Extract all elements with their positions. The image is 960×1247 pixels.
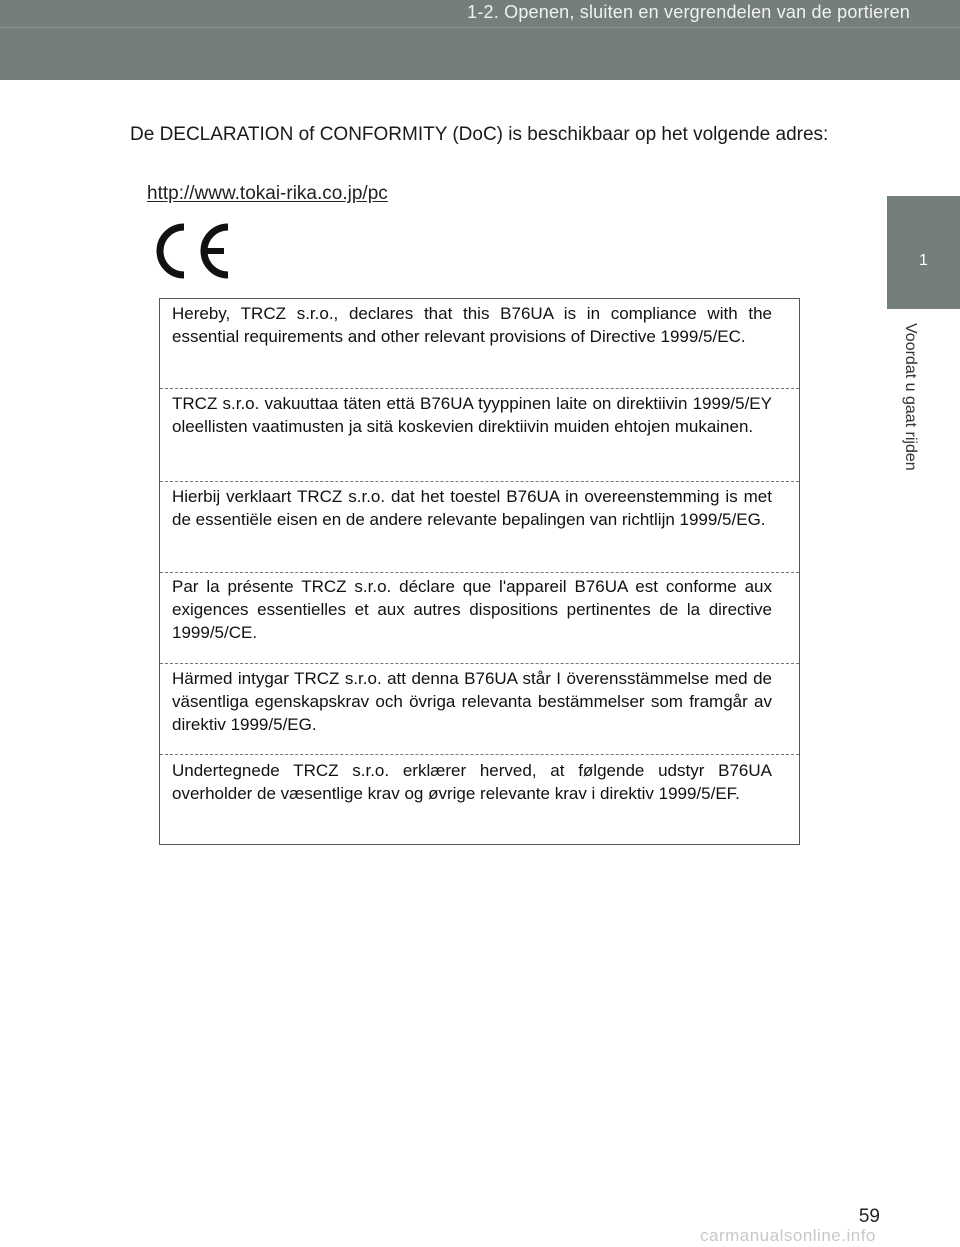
chapter-label: Voordat u gaat rijden <box>902 323 919 471</box>
declaration-dutch: Hierbij verklaart TRCZ s.r.o. dat het toestel B76UA in overeenstemming is met de essentiële eisen en de andere relevante bepalingen van richtlijn 1999/5/EG. <box>172 487 772 529</box>
declaration-danish: Undertegnede TRCZ s.r.o. erklærer herved, at følgende udstyr B76UA overholder de væsentlige krav og øvrige relevante krav i direktiv 1999/5/EF. <box>172 761 772 803</box>
section-divider <box>160 388 799 389</box>
chapter-tab[interactable] <box>887 196 960 309</box>
declaration-box <box>159 298 800 845</box>
watermark: carmanualsonline.info <box>700 1226 876 1245</box>
section-title: 1-2. Openen, sluiten en vergrendelen van de portieren <box>467 2 910 22</box>
page-header <box>0 0 960 80</box>
section-divider <box>160 754 799 755</box>
section-divider <box>160 481 799 482</box>
intro-text: De DECLARATION of CONFORMITY (DoC) is beschikbaar op het volgende adres: <box>130 124 829 145</box>
declaration-english: Hereby, TRCZ s.r.o., declares that this B76UA is in compliance with the essential requirements and other relevant provisions of Directive 1999/5/EC. <box>172 304 772 346</box>
page-number: 59 <box>858 1206 880 1227</box>
doc-link[interactable]: http://www.tokai-rika.co.jp/pc <box>147 183 388 204</box>
section-divider <box>160 663 799 664</box>
declaration-french: Par la présente TRCZ s.r.o. déclare que l'appareil B76UA est conforme aux exigences essentielles et aux autres dispositions pertinentes de la directive 1999/5/CE. <box>172 577 772 642</box>
declaration-finnish: TRCZ s.r.o. vakuuttaa täten että B76UA tyyppinen laite on direktiivin 1999/5/EY oleellisten vaatimusten ja sitä koskevien direktiivin muiden ehtojen mukainen. <box>172 394 772 436</box>
section-divider <box>160 572 799 573</box>
ce-mark-icon <box>150 219 234 283</box>
header-divider <box>0 27 960 28</box>
declaration-swedish: Härmed intygar TRCZ s.r.o. att denna B76UA står I överensstämmelse med de väsentliga egenskapskrav och övriga relevanta bestämmelser som framgår av direktiv 1999/5/EG. <box>172 669 772 734</box>
chapter-number: 1 <box>919 252 928 269</box>
